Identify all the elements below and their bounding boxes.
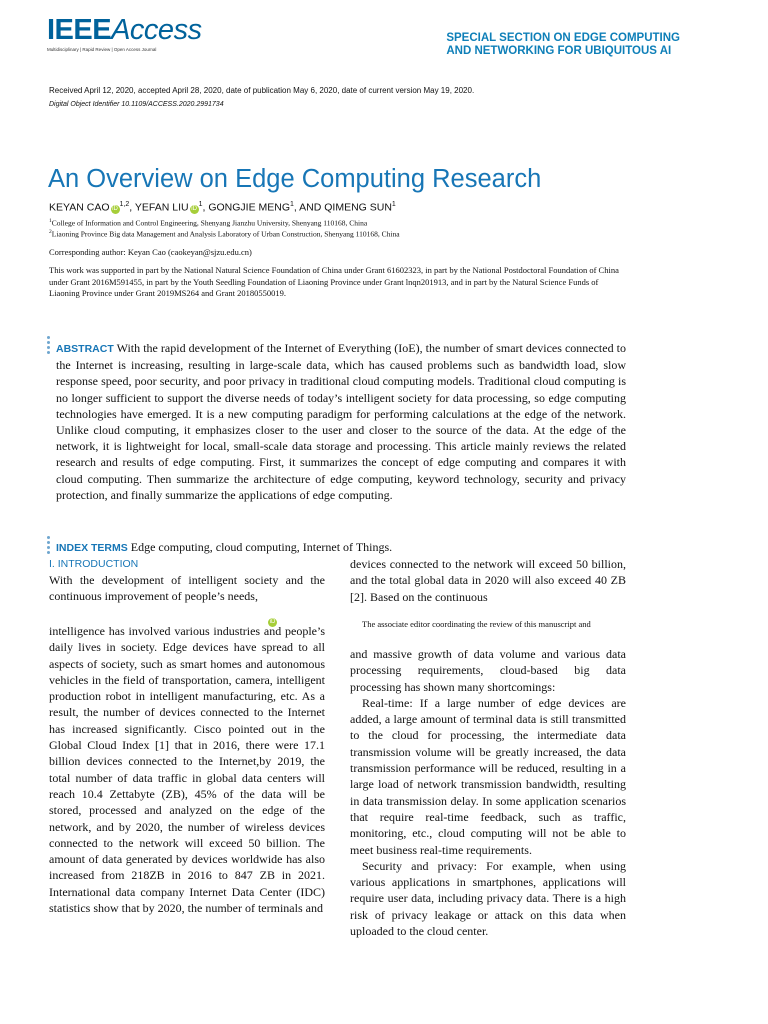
section-heading-introduction: I. INTRODUCTION	[49, 558, 139, 570]
affiliation-1-text: College of Information and Control Engineering, Shenyang Jianzhu University, Shenyang 110168, China	[51, 218, 368, 228]
affiliation-2-sup: 2	[49, 229, 52, 235]
index-terms-label: INDEX TERMS	[56, 542, 128, 554]
corresponding-author: Corresponding author: Keyan Cao (caokeyan@sjzu.edu.cn)	[49, 247, 252, 257]
orcid-icon[interactable]: iD	[191, 205, 197, 212]
author-2: , YEFAN LIU	[129, 201, 189, 214]
author-list	[49, 201, 396, 214]
author-1: KEYAN CAO	[49, 201, 110, 214]
author-3: , GONGJIE MENG	[202, 201, 290, 214]
intro-right-text-1: devices connected to the network will exceed 50 billion, and the total global data in 2020 will also exceed 40 ZB [2]. Based on the continuous	[350, 557, 626, 604]
intro-left-paragraph-2	[49, 623, 325, 916]
intro-left-text-2: intelligence has involved various industries and people’s daily lives in society. Edge devices have spread to all aspects of society, such as smart homes and autonomous vehicles in the field of transportation, camera, intelligent production robot in intelligent manufacturing, etc. As a result, the number of devices connected to the Internet has increased significantly. Cisco pointed out in the Global Cloud Index [1] that in 2016, there were 17.1 billion devices connected to the Internet,by 2019, the total number of data traffic in global data centers will reach 10.4 Zettabyte (ZB), 45% of the data will be stored, processed and analyzed on the edge of the network, and by 2020, the number of wireless devices connected to the network will exceed 50 billion. The amount of data generated by devices worldwide has also increased from 218ZB in 2016 to 847 ZB in 2021. International data company Internet Data Center (IDC) statistics show that by 2020, the number of terminals and	[49, 624, 325, 916]
affiliation-1	[49, 218, 367, 228]
intro-right-text-security: Security and privacy: For example, when using various applications in smartphones, applications will require user data, including privacy data. There is a high risk of privacy leakage or attack on this data when uploaded to the cloud center.	[350, 858, 626, 939]
logo-access-text: Access	[111, 14, 202, 46]
intro-right-paragraph-1	[350, 556, 626, 605]
funding-statement: This work was supported in part by the National Natural Science Foundation of China under Grant 61602323, in part by the National Postdoctoral Foundation of China under Grant 2016M591455, in part by the Youth Seedling Foundation of Liaoning Province under Grant lnqn201913, and in part by the Natural Science Funds of Liaoning Province under Grant 2019MS264 and Grant 20180550019.	[49, 265, 619, 298]
author-4-sup: 1	[391, 201, 396, 208]
paper-title: An Overview on Edge Computing Research	[48, 165, 542, 193]
section-line-2: AND NETWORKING FOR UBIQUITOUS AI	[446, 45, 672, 57]
intro-left-paragraph-1	[49, 572, 325, 605]
doi: Digital Object Identifier 10.1109/ACCESS.2020.2991734	[49, 101, 224, 108]
author-4: , AND QIMENG SUN	[293, 201, 392, 214]
publication-dates: Received April 12, 2020, accepted April 28, 2020, date of publication May 6, 2020, date of current version May 19, 2020.	[49, 86, 475, 95]
intro-left-text-1: With the development of intelligent society and the continuous improvement of people’s needs,	[49, 573, 325, 604]
abstract-label: ABSTRACT	[56, 343, 114, 355]
ieee-access-logo	[47, 16, 202, 45]
intro-right-body	[350, 646, 626, 939]
logo-tagline: Multidisciplinary | Rapid Review | Open Access Journal	[47, 47, 157, 52]
affiliation-2-text: Liaoning Province Big data Management and Analysis Laboratory of Urban Construction, Shenyang 110168, China	[51, 229, 400, 239]
logo-ieee-text: IEEE	[47, 14, 112, 46]
abstract-marker	[47, 336, 50, 356]
index-terms-text: Edge computing, cloud computing, Internet of Things.	[130, 540, 393, 554]
index-terms	[56, 540, 392, 555]
index-terms-marker	[47, 536, 50, 556]
intro-right-text-realtime: Real-time: If a large number of edge devices are added, a large amount of terminal data is still transmitted to the cloud for processing, the intermediate data transmission volume will be greatly increased, the data transmission performance will be reduced, resulting in a large load of network transmission bandwidth, resulting in data transmission delay. In some application scenarios that require real-time feedback, such as traffic, monitoring, etc., cloud computing will not be able to meet business real-time requirements.	[350, 695, 626, 857]
orcid-mark: iD	[269, 619, 276, 625]
abstract	[56, 340, 626, 503]
author-3-sup: 1	[290, 201, 294, 208]
author-2-sup: 1	[198, 201, 203, 208]
intro-right-text-2: and massive growth of data volume and various data processing requirements, cloud-based big data processing has shown many shortcomings:	[350, 647, 626, 694]
editor-note: The associate editor coordinating the review of this manuscript and	[362, 619, 591, 629]
orcid-icon[interactable]: iD	[112, 205, 118, 212]
section-line-1: SPECIAL SECTION ON EDGE COMPUTING	[446, 32, 680, 44]
special-section-title	[446, 32, 680, 58]
affiliation-1-sup: 1	[49, 218, 52, 224]
affiliation-2	[49, 229, 400, 239]
author-1-sup: 1,2	[119, 201, 130, 208]
abstract-text: With the rapid development of the Internet of Everything (IoE), the number of smart devices connected to the Internet is increasing, resulting in large-scale data, which has caused problems such as bandwidth load, slow response speed, poor security, and poor privacy in traditional cloud computing models. Traditional cloud computing is no longer sufficient to support the diverse needs of today’s intelligent society for data processing, so edge computing technologies have emerged. It is a new computing paradigm for performing calculations at the edge of the network. Unlike cloud computing, it emphasizes closer to the user and closer to the source of the data. At the edge of the network, it is lightweight for local, small-scale data storage and processing. This article mainly reviews the related research and results of edge computing. First, it summarizes the concept of edge computing and compares it with cloud computing. Then summarize the architecture of edge computing, keyword technology, security and privacy protection, and finally summarize the applications of edge computing.	[56, 341, 626, 502]
